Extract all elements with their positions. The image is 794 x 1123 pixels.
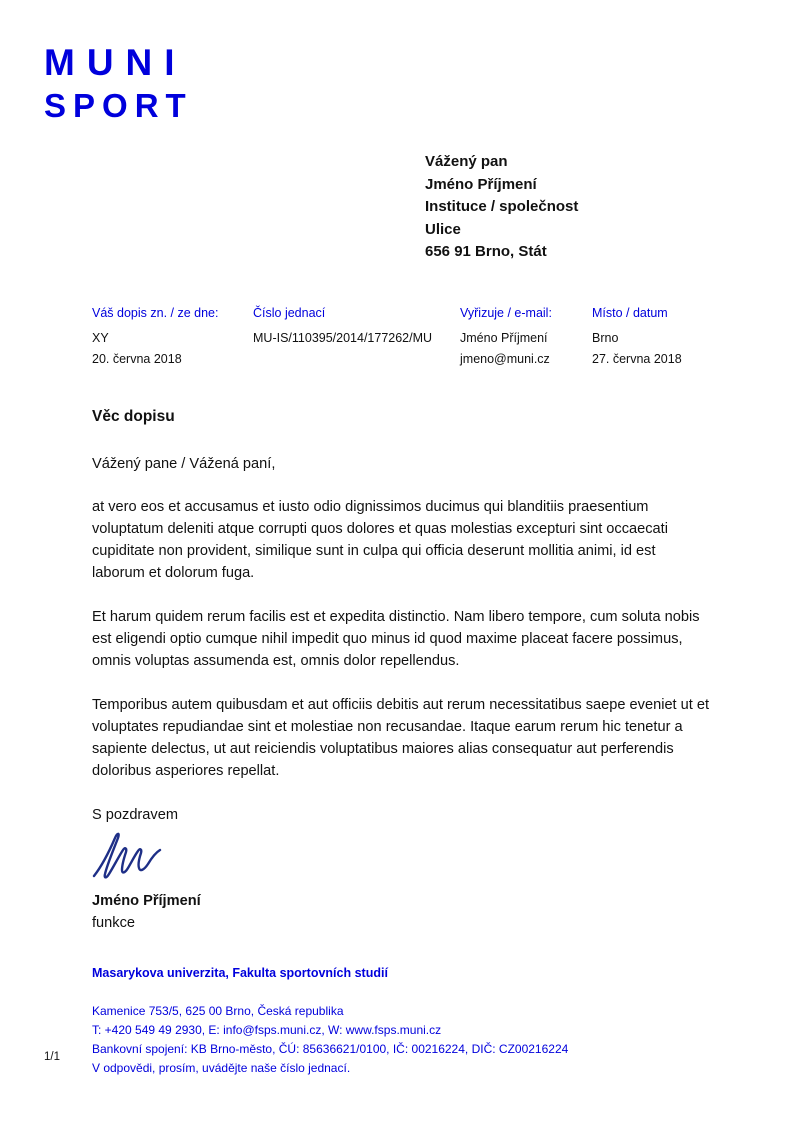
meta-value-date: 27. června 2018 — [592, 352, 682, 366]
meta-value-your-date: 20. června 2018 — [92, 352, 182, 366]
recipient-line-institution: Instituce / společnost — [425, 198, 579, 215]
signer-name: Jméno Příjmení — [92, 893, 201, 909]
meta-value-handler-name: Jméno Příjmení — [460, 331, 548, 345]
closing-phrase: S pozdravem — [92, 807, 178, 823]
muni-sport-logo — [44, 44, 193, 122]
meta-label-your-reference: Váš dopis zn. / ze dne: — [92, 306, 219, 320]
footer-bank-info: Bankovní spojení: KB Brno-město, ČÚ: 85636621/0100, IČ: 00216224, DIČ: CZ00216224 — [92, 1042, 569, 1056]
salutation: Vážený pane / Vážená paní, — [92, 456, 276, 472]
body-paragraph: at vero eos et accusamus et iusto odio dignissimos ducimus qui blanditiis praesentium voluptatum deleniti atque corrupti quos dolores et quas molestias excepturi sint occaecati cupiditate non provident, similique sunt in culpa qui officia deserunt mollitia animi, id est laborum et dolorum fuga. — [92, 499, 668, 581]
recipient-block — [425, 151, 578, 264]
body-paragraph: Temporibus autem quibusdam et aut officiis debitis aut rerum necessitatibus saepe eveniet ut et voluptates repudiandae sint et molestiae non recusandae. Itaque earum rerum hic tenetur a sapiente delectus, ut aut reiciendis voluptatibus maiores alias consequatur aut perferendis doloribus asperiores repellat. — [92, 697, 710, 779]
recipient-line-city: 656 91 Brno, Stát — [425, 243, 547, 260]
meta-label-reference-number: Číslo jednací — [253, 306, 326, 320]
footer-reference-note: V odpovědi, prosím, uvádějte naše číslo jednací. — [92, 1061, 351, 1075]
meta-label-place-date: Místo / datum — [592, 306, 668, 320]
logo-sport-text: SPORT — [44, 87, 193, 124]
subject-line: Věc dopisu — [92, 408, 175, 425]
footer-contacts: T: +420 549 49 2930, E: info@fsps.muni.cz, W: www.fsps.muni.cz — [92, 1023, 442, 1037]
meta-value-reference-number: MU-IS/110395/2014/177262/MU — [253, 331, 433, 345]
letter-body — [92, 406, 712, 934]
meta-value-place: Brno — [592, 331, 619, 345]
meta-col-handler — [460, 306, 552, 373]
signer-role: funkce — [92, 915, 135, 931]
meta-value-your-reference: XY — [92, 331, 109, 345]
logo-muni-text: MUNI — [44, 42, 187, 83]
meta-value-handler-email: jmeno@muni.cz — [460, 352, 550, 366]
footer — [92, 966, 568, 1078]
footer-organization: Masarykova univerzita, Fakulta sportovních studií — [92, 966, 388, 980]
body-paragraph: Et harum quidem rerum facilis est et expedita distinctio. Nam libero tempore, cum soluta nobis est eligendi optio cumque nihil impedit quo minus id quod maxime placeat facere possimus, omnis voluptas assumenda est, omnis dolor repellendus. — [92, 609, 700, 669]
meta-col-place-date — [592, 306, 682, 373]
meta-col-your-reference — [92, 306, 218, 373]
recipient-line-street: Ulice — [425, 220, 461, 238]
handwritten-signature-image — [90, 830, 712, 884]
recipient-line-salutation: Vážený pan — [425, 153, 508, 170]
meta-label-handler: Vyřizuje / e-mail: — [460, 306, 552, 320]
meta-col-reference-number — [253, 306, 432, 352]
page-number: 1/1 — [44, 1051, 60, 1063]
recipient-line-name: Jméno Příjmení — [425, 175, 537, 193]
footer-address: Kamenice 753/5, 625 00 Brno, Česká republika — [92, 1004, 344, 1018]
